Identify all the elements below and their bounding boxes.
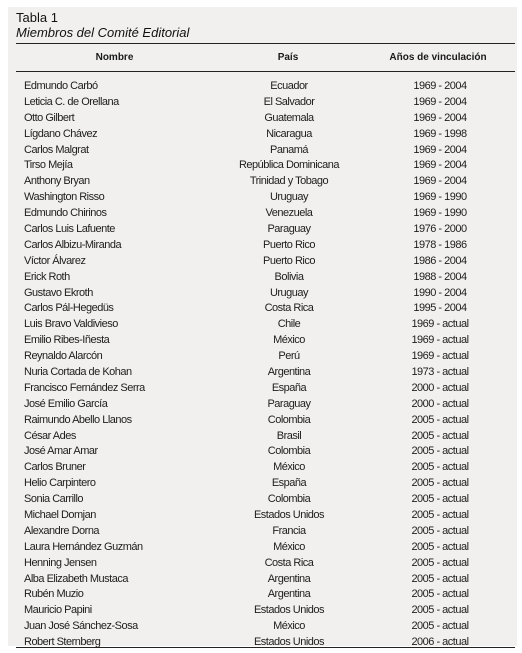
cell-country: México <box>273 620 305 633</box>
cell-years: 1969 - 1990 <box>413 191 467 204</box>
table-row <box>16 189 515 205</box>
cell-years: 1969 - 2004 <box>413 111 467 124</box>
table-row <box>16 253 515 269</box>
table-row <box>16 571 515 587</box>
cell-name: Reynaldo Alarcón <box>24 350 103 363</box>
cell-name: Helio Carpintero <box>24 477 96 490</box>
cell-name: Edmundo Chirinos <box>24 207 107 220</box>
cell-years: 2005 - actual <box>411 477 469 490</box>
table-row <box>16 94 515 110</box>
table-row <box>16 428 515 444</box>
cell-name: Francisco Fernández Serra <box>24 381 145 394</box>
table-row <box>16 412 515 428</box>
cell-country: Costa Rica <box>264 302 314 315</box>
cell-name: Tirso Mejía <box>24 159 73 172</box>
table-row <box>16 475 515 491</box>
cell-years: 2005 - actual <box>411 508 469 521</box>
cell-country: Estados Unidos <box>253 508 325 521</box>
cell-country: Paraguay <box>267 222 311 235</box>
header-years: Años de vinculación <box>389 52 487 63</box>
table-row <box>16 380 515 396</box>
cell-country: Puerto Rico <box>263 254 315 267</box>
cell-name: Leticia C. de Orellana <box>24 95 119 108</box>
cell-country: Venezuela <box>265 207 313 220</box>
cell-name: Laura Hernández Guzmán <box>24 540 143 553</box>
cell-years: 2005 - actual <box>411 524 469 537</box>
cell-country: México <box>273 540 305 553</box>
cell-name: José Amar Amar <box>24 445 98 458</box>
cell-years: 1969 - 2004 <box>413 79 467 92</box>
table-row <box>16 618 515 634</box>
cell-years: 2000 - actual <box>411 381 469 394</box>
cell-country: Trinidad y Tobago <box>249 175 329 188</box>
cell-country: Argentina <box>267 365 311 378</box>
cell-country: Colombia <box>267 445 311 458</box>
table-row <box>16 507 515 523</box>
table-row <box>16 157 515 173</box>
cell-name: Nuria Cortada de Kohan <box>24 365 132 378</box>
cell-name: Sonia Carrillo <box>24 493 84 506</box>
table-row <box>16 523 515 539</box>
cell-years: 1969 - 2004 <box>413 95 467 108</box>
table-row <box>16 459 515 475</box>
cell-name: Erick Roth <box>24 270 70 283</box>
cell-country: Brasil <box>276 429 302 442</box>
cell-years: 2005 - actual <box>411 461 469 474</box>
cell-country: Estados Unidos <box>253 636 325 649</box>
cell-years: 2006 - actual <box>411 636 469 649</box>
cell-name: Henning Jensen <box>24 556 97 569</box>
table-row <box>16 78 515 94</box>
cell-years: 1969 - actual <box>411 350 469 363</box>
cell-years: 2005 - actual <box>411 540 469 553</box>
cell-name: Mauricio Papini <box>24 604 92 617</box>
table-row <box>16 539 515 555</box>
table-row <box>16 142 515 158</box>
table-subcaption: Miembros del Comité Editorial <box>16 25 190 40</box>
cell-country: Paraguay <box>267 397 311 410</box>
cell-years: 2005 - actual <box>411 493 469 506</box>
cell-name: Lígdano Chávez <box>24 127 98 140</box>
cell-name: Robert Sternberg <box>24 636 101 649</box>
cell-name: Carlos Luis Lafuente <box>24 222 115 235</box>
cell-name: Edmundo Carbó <box>24 79 98 92</box>
cell-country: Chile <box>277 318 301 331</box>
cell-years: 1969 - 1998 <box>413 127 467 140</box>
table-row <box>16 555 515 571</box>
cell-country: México <box>273 461 305 474</box>
cell-country: Colombia <box>267 493 311 506</box>
cell-country: Francia <box>272 524 306 537</box>
cell-name: Carlos Albizu-Miranda <box>24 238 122 251</box>
table-row <box>16 396 515 412</box>
cell-years: 1976 - 2000 <box>413 222 467 235</box>
cell-years: 2005 - actual <box>411 445 469 458</box>
cell-country: Panamá <box>270 143 308 156</box>
header-country: País <box>277 52 299 63</box>
cell-country: Ecuador <box>270 79 308 92</box>
cell-name: Michael Domjan <box>24 508 96 521</box>
table-bottom-rule <box>16 647 515 648</box>
table-row <box>16 443 515 459</box>
table-row <box>16 491 515 507</box>
cell-name: Rubén Muzio <box>24 588 84 601</box>
cell-years: 1969 - actual <box>411 334 469 347</box>
cell-years: 1988 - 2004 <box>413 270 467 283</box>
table-row <box>16 348 515 364</box>
cell-name: Carlos Pál-Hegedüs <box>24 302 114 315</box>
cell-country: Puerto Rico <box>263 238 315 251</box>
table-row <box>16 364 515 380</box>
cell-years: 2005 - actual <box>411 429 469 442</box>
table-row <box>16 269 515 285</box>
cell-name: Otto Gilbert <box>24 111 75 124</box>
cell-country: Argentina <box>267 572 311 585</box>
cell-years: 2005 - actual <box>411 413 469 426</box>
cell-name: Juan José Sánchez-Sosa <box>24 620 138 633</box>
table-row <box>16 237 515 253</box>
cell-name: Luis Bravo Valdivieso <box>24 318 118 331</box>
cell-country: España <box>271 381 307 394</box>
table-panel <box>8 7 517 649</box>
cell-country: Nicaragua <box>266 127 312 140</box>
cell-years: 1969 - 1990 <box>413 207 467 220</box>
cell-country: República Dominicana <box>238 159 340 172</box>
cell-name: Raimundo Abello Llanos <box>24 413 132 426</box>
cell-years: 1995 - 2004 <box>413 302 467 315</box>
cell-country: Uruguay <box>269 286 309 299</box>
cell-years: 2005 - actual <box>411 556 469 569</box>
cell-name: Anthony Bryan <box>24 175 90 188</box>
cell-years: 2005 - actual <box>411 572 469 585</box>
cell-name: Gustavo Ekroth <box>24 286 93 299</box>
table-row <box>16 173 515 189</box>
table-row <box>16 602 515 618</box>
table-caption: Tabla 1 <box>16 10 58 25</box>
cell-country: México <box>273 334 305 347</box>
cell-country: España <box>271 477 307 490</box>
cell-years: 2005 - actual <box>411 620 469 633</box>
cell-name: Emilio Ribes-Iñesta <box>24 334 110 347</box>
header-name: Nombre <box>95 52 134 63</box>
cell-country: Perú <box>278 350 300 363</box>
cell-years: 2000 - actual <box>411 397 469 410</box>
cell-years: 1990 - 2004 <box>413 286 467 299</box>
cell-years: 1969 - 2004 <box>413 143 467 156</box>
editorial-committee-table <box>16 43 515 650</box>
cell-name: Víctor Álvarez <box>24 254 86 267</box>
table-row <box>16 316 515 332</box>
cell-name: Carlos Malgrat <box>24 143 89 156</box>
cell-years: 1978 - 1986 <box>413 238 467 251</box>
cell-years: 1986 - 2004 <box>413 254 467 267</box>
cell-country: Guatemala <box>264 111 314 124</box>
cell-country: Argentina <box>267 588 311 601</box>
table-row <box>16 126 515 142</box>
cell-country: El Salvador <box>263 95 315 108</box>
cell-country: Colombia <box>267 413 311 426</box>
table-row <box>16 205 515 221</box>
cell-name: Washington Risso <box>24 191 105 204</box>
cell-years: 1969 - 2004 <box>413 175 467 188</box>
cell-country: Costa Rica <box>264 556 314 569</box>
table-row <box>16 332 515 348</box>
cell-name: Alba Elizabeth Mustaca <box>24 572 128 585</box>
cell-name: José Emilio García <box>24 397 108 410</box>
table-row <box>16 221 515 237</box>
table-row <box>16 110 515 126</box>
cell-name: César Ades <box>24 429 76 442</box>
table-row <box>16 587 515 603</box>
cell-years: 2005 - actual <box>411 588 469 601</box>
cell-years: 1969 - actual <box>411 318 469 331</box>
cell-years: 2005 - actual <box>411 604 469 617</box>
cell-years: 1973 - actual <box>411 365 469 378</box>
table-body <box>16 72 515 650</box>
table-row <box>16 300 515 316</box>
cell-years: 1969 - 2004 <box>413 159 467 172</box>
table-row <box>16 285 515 301</box>
cell-country: Bolivia <box>274 270 304 283</box>
table-header-row <box>16 43 515 72</box>
cell-name: Alexandre Dorna <box>24 524 100 537</box>
cell-country: Estados Unidos <box>253 604 325 617</box>
cell-name: Carlos Bruner <box>24 461 86 474</box>
cell-country: Uruguay <box>269 191 309 204</box>
